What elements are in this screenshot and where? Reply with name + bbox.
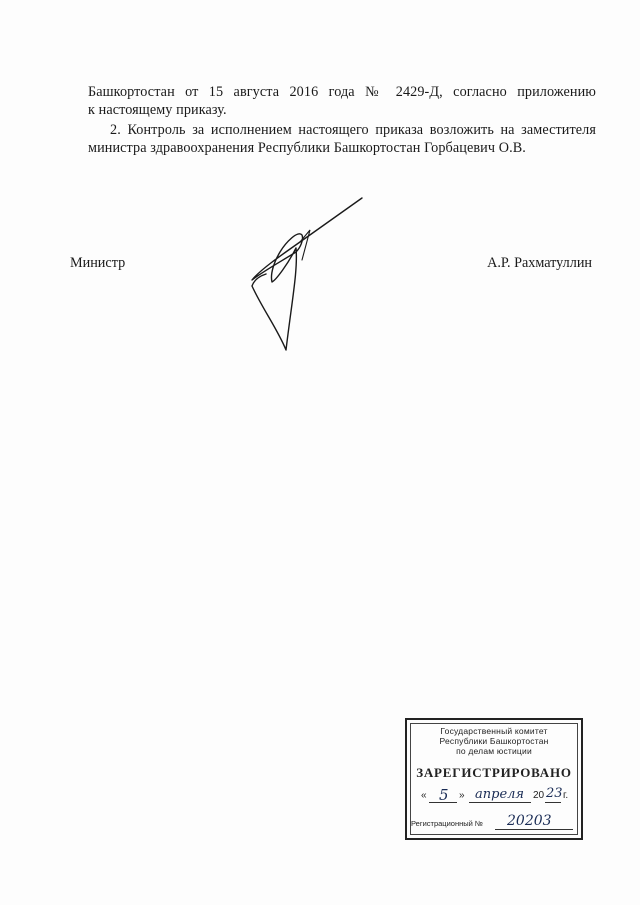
stamp-authority-line: по делам юстиции xyxy=(456,746,532,756)
date-month: апреля xyxy=(475,787,525,802)
stamp-title: ЗАРЕГИСТРИРОВАНО xyxy=(416,765,572,780)
paragraph-control-clause xyxy=(88,121,596,157)
reg-number-label: Регистрационный № xyxy=(411,819,483,828)
reg-number-line xyxy=(495,829,573,830)
paragraph-order-reference xyxy=(88,83,596,119)
stamp-registration-number xyxy=(409,815,577,833)
paragraph-line: Башкортостан от 15 августа 2016 года № 2429-Д, согласно приложению xyxy=(88,84,596,100)
stamp-authority-line: Государственный комитет xyxy=(440,726,548,736)
registration-stamp xyxy=(405,718,583,840)
stamp-authority-line: Республики Башкортостан xyxy=(439,736,549,746)
handwritten-signature xyxy=(240,190,380,360)
date-year-line xyxy=(545,802,561,803)
date-year-prefix: 20 xyxy=(533,790,545,801)
stamp-date xyxy=(419,788,569,806)
paragraph-line: к настоящему приказу. xyxy=(88,102,227,118)
paragraph-line: министра здравоохранения Республики Башкортостан Горбацевич О.В. xyxy=(88,140,526,156)
date-month-line xyxy=(469,802,531,803)
date-close-quote: » xyxy=(459,790,465,801)
date-year: 23 xyxy=(546,786,563,801)
reg-number-value: 20203 xyxy=(507,813,552,829)
date-day-line xyxy=(429,802,457,803)
paragraph-line: 2. Контроль за исполнением настоящего приказа возложить на заместителя xyxy=(110,122,596,138)
signatory-position: Министр xyxy=(70,255,126,271)
date-day: 5 xyxy=(439,786,449,804)
date-open-quote: « xyxy=(421,790,427,801)
signatory-name: А.Р. Рахматуллин xyxy=(487,255,592,271)
date-year-suffix: г. xyxy=(563,790,569,801)
